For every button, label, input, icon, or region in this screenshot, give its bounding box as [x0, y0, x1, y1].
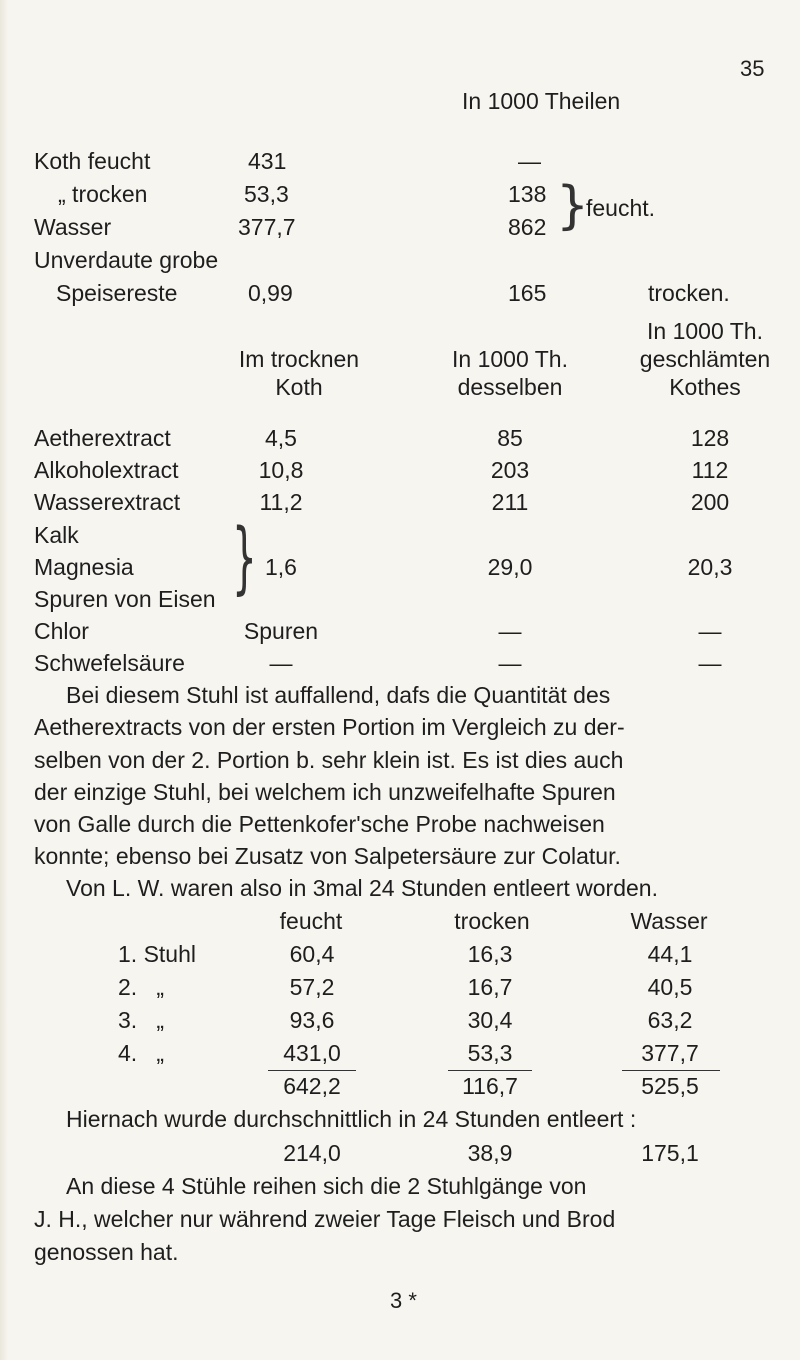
t3-cell: 93,6: [289, 1007, 335, 1033]
brace-icon: }: [556, 176, 590, 236]
t1-row-label: Wasser: [34, 214, 112, 240]
t1-row-value: 0,99: [248, 280, 293, 306]
t2-group-c1: 1,6: [265, 554, 297, 580]
average-value: 38,9: [467, 1140, 513, 1166]
t3-cell: 63,2: [647, 1007, 693, 1033]
t2-row-label: Aetherextract: [34, 425, 171, 451]
t2-chlor-c3: —: [698, 618, 722, 644]
t3-cell: 57,2: [289, 974, 335, 1000]
t2-c1: 4,5: [265, 425, 297, 451]
t1-row-label: Unverdaute grobe: [34, 247, 219, 273]
t3-total: 525,5: [641, 1073, 699, 1099]
t3-total: 642,2: [283, 1073, 341, 1099]
average-value: 214,0: [283, 1140, 341, 1166]
t3-cell: 377,7: [641, 1040, 699, 1066]
t1-row-thousand: 165: [508, 280, 547, 306]
t2-c1: 11,2: [259, 489, 303, 515]
t3-cell: 431,0: [283, 1040, 341, 1066]
t2-row-label: Wasserextract: [34, 489, 181, 515]
paragraph-line: An diese 4 Stühle reihen sich die 2 Stuhlgänge von: [66, 1173, 587, 1199]
t3-cell: 30,4: [467, 1007, 513, 1033]
table1-header: In 1000 Theilen: [462, 88, 621, 114]
t3-cell: 44,1: [647, 941, 693, 967]
t2-col2-header: In 1000 Th. desselben: [452, 346, 568, 400]
paragraph-line: Hiernach wurde durchschnittlich in 24 Stunden entleert :: [66, 1106, 637, 1132]
t1-row-label: „ trocken: [58, 181, 148, 207]
t3-cell: 60,4: [289, 941, 335, 967]
sum-rule: [622, 1070, 720, 1071]
paragraph-line: von Galle durch die Pettenkofer'sche Probe nachweisen: [34, 811, 605, 837]
t2-col3-header: In 1000 Th. geschlämten Kothes: [639, 318, 771, 400]
sum-rule: [448, 1070, 532, 1071]
t2-schwefel-c3: —: [698, 650, 722, 676]
t3-cell: 16,3: [467, 941, 513, 967]
t3-cell: 40,5: [647, 974, 693, 1000]
t1-row-value: 53,3: [244, 181, 289, 207]
paragraph-line: J. H., welcher nur während zweier Tage Fleisch und Brod: [34, 1206, 616, 1232]
t3-cell: 53,3: [467, 1040, 513, 1066]
t2-c2: 211: [491, 489, 529, 515]
t1-row-value: 431: [248, 148, 287, 174]
paragraph-line: Aetherextracts von der ersten Portion im Vergleich zu der-: [34, 714, 625, 740]
t2-row-label: Alkoholextract: [34, 457, 179, 483]
sum-rule: [268, 1070, 356, 1071]
page-number: 35: [740, 56, 765, 81]
t3-header: Wasser: [630, 908, 708, 934]
t1-row-thousand: 138: [508, 181, 547, 207]
t2-c2: 85: [497, 425, 523, 451]
t2-c3: 200: [690, 489, 730, 515]
paragraph-line: der einzige Stuhl, bei welchem ich unzweifelhafte Spuren: [34, 779, 616, 805]
t2-chlor-label: Chlor: [34, 618, 89, 644]
t2-schwefel-c1: —: [269, 650, 293, 676]
t3-cell: 16,7: [467, 974, 513, 1000]
t2-schwefel-c2: —: [498, 650, 522, 676]
paragraph-line: konnte; ebenso bei Zusatz von Salpetersäure zur Colatur.: [34, 843, 621, 869]
t1-note-trocken: trocken.: [648, 280, 730, 306]
t2-chlor-c1: Spuren: [243, 618, 319, 644]
t2-group-label: Spuren von Eisen: [34, 586, 216, 612]
brace-icon: }: [232, 513, 257, 603]
t1-row-label: Koth feucht: [34, 148, 151, 174]
paragraph-line: selben von der 2. Portion b. sehr klein ist. Es ist dies auch: [34, 747, 624, 773]
t2-group-c3: 20,3: [687, 554, 733, 580]
page-edge: [0, 0, 8, 1360]
t3-row-label: 4. „: [118, 1040, 165, 1066]
t1-note-feucht: feucht.: [586, 195, 656, 221]
t3-total: 116,7: [462, 1073, 518, 1099]
t1-row-value: 377,7: [238, 214, 296, 240]
t2-chlor-c2: —: [498, 618, 522, 644]
t3-row-label: 3. „: [118, 1007, 165, 1033]
t3-header: trocken: [454, 908, 530, 934]
t1-row-thousand: 862: [508, 214, 547, 240]
t3-header: feucht: [279, 908, 343, 934]
paragraph-line: Bei diesem Stuhl ist auffallend, dafs die Quantität des: [66, 682, 611, 708]
t2-col1-header: Im trocknen Koth: [238, 346, 360, 400]
paragraph-line: Von L. W. waren also in 3mal 24 Stunden entleert worden.: [66, 875, 658, 901]
t1-row-thousand: —: [518, 148, 541, 174]
t2-group-c2: 29,0: [487, 554, 533, 580]
t2-c1: 10,8: [258, 457, 304, 483]
t2-c3: 128: [690, 425, 730, 451]
t2-group-label: Magnesia: [34, 554, 134, 580]
t1-row-label: Speisereste: [56, 280, 178, 306]
average-value: 175,1: [641, 1140, 699, 1166]
t3-row-label: 1. Stuhl: [118, 941, 196, 967]
t3-row-label: 2. „: [118, 974, 165, 1000]
t2-c3: 112: [691, 457, 729, 483]
paragraph-line: genossen hat.: [34, 1239, 179, 1265]
t2-group-label: Kalk: [34, 522, 79, 548]
signature-mark: 3 *: [390, 1288, 417, 1313]
t2-schwefel-label: Schwefelsäure: [34, 650, 185, 676]
t2-c2: 203: [490, 457, 530, 483]
